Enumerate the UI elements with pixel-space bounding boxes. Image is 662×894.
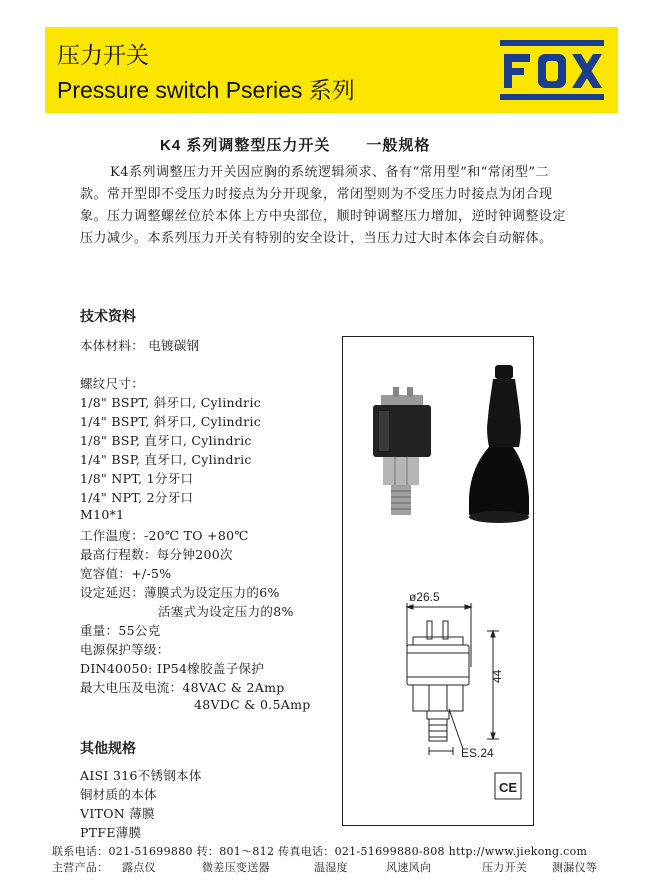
working-temp: 工作温度：-20℃ TO +80℃ [80,528,249,543]
thread-item: 1/4" BSPT, 斜牙口, Cylindric [80,414,262,429]
product-item: 温湿度 [314,861,348,874]
protection-title: 电源保护等级： [80,642,170,657]
body-material: 本体材料： 电镀碳钢 [80,338,200,353]
product-item: 微差压变送器 [202,861,270,874]
thread-item: M10*1 [80,507,125,522]
intro-paragraph: K4系列调整压力开关因应胸的系统逻辑须求、备有“常用型”和“常闭型”二款。常开型即不受压力时接点为分开现象，常闭型则为不受压力时接点为闭合现象。压力调整螺丝位於本体上方中央部位，顺时钟调整压力增加，逆时钟调整设定压力减少。本系列压力开关有特别的安全设计，当压力过大时本体会自动解体。 [80,165,567,246]
thread-item: 1/8" NPT, 1分牙口 [80,471,194,486]
fox-logo [500,40,604,100]
banner-title-cn: 压力开关 [57,42,149,68]
other-section-title: 其他规格 [80,740,136,756]
product-item: 风速风向 [386,861,432,874]
banner-title-en: Pressure switch Pseries 系列 [57,77,355,103]
spec-title: 一般规格 [366,137,431,154]
tech-section-title: 技术资料 [80,308,136,324]
footer-contact: 联系电话：021-51699880 转：801～812 传真电话：021-51699880-808 http://www.jiekong.com [52,845,588,858]
tolerance: 宽容值：+/-5% [80,566,172,581]
product-item: 压力开关 [482,861,528,874]
spec-heading [160,134,430,155]
max-cycles: 最高行程数：每分钟200次 [80,547,233,562]
thread-title: 螺纹尺寸： [80,376,145,391]
dimension-drawing [407,603,521,799]
product-image-panel [342,336,534,826]
other-item: 铜材质的本体 [80,787,157,802]
max-rating-ac: 最大电压及电流：48VAC & 2Amp [80,680,285,695]
thread-item: 1/4" NPT, 2分牙口 [80,490,194,505]
product-item: 露点仪 [122,861,156,874]
max-rating-dc: 48VDC & 0.5Amp [194,697,311,712]
protection-value: DIN40050: IP54橡胶盖子保护 [80,661,265,676]
thread-item: 1/8" BSPT, 斜牙口, Cylindric [80,395,262,410]
height-label: 44 [490,669,504,683]
switch-photo [373,387,431,515]
model-title: K4 系列调整型压力开关 [160,137,331,154]
products-label: 主营产品： [52,861,109,874]
ce-mark: CE [499,780,518,795]
delay-membrane: 设定延迟：薄膜式为设定压力的6% [80,585,280,600]
other-item: VITON 薄膜 [80,806,155,821]
rubber-cap-photo [469,365,529,523]
header-banner [45,27,618,113]
diameter-label: ø26.5 [409,590,440,604]
other-item: AISI 316不锈钢本体 [80,768,202,783]
other-item: PTFE薄膜 [80,825,142,840]
footer-products [52,859,597,875]
product-illustration [343,337,533,825]
hex-label: ES.24 [461,746,494,760]
product-item: 测漏仪等 [552,861,598,874]
delay-piston: 活塞式为设定压力的8% [158,604,294,619]
thread-item: 1/4" BSP, 直牙口, Cylindric [80,452,252,467]
thread-item: 1/8" BSP, 直牙口, Cylindric [80,433,252,448]
weight: 重量：55公克 [80,623,161,638]
